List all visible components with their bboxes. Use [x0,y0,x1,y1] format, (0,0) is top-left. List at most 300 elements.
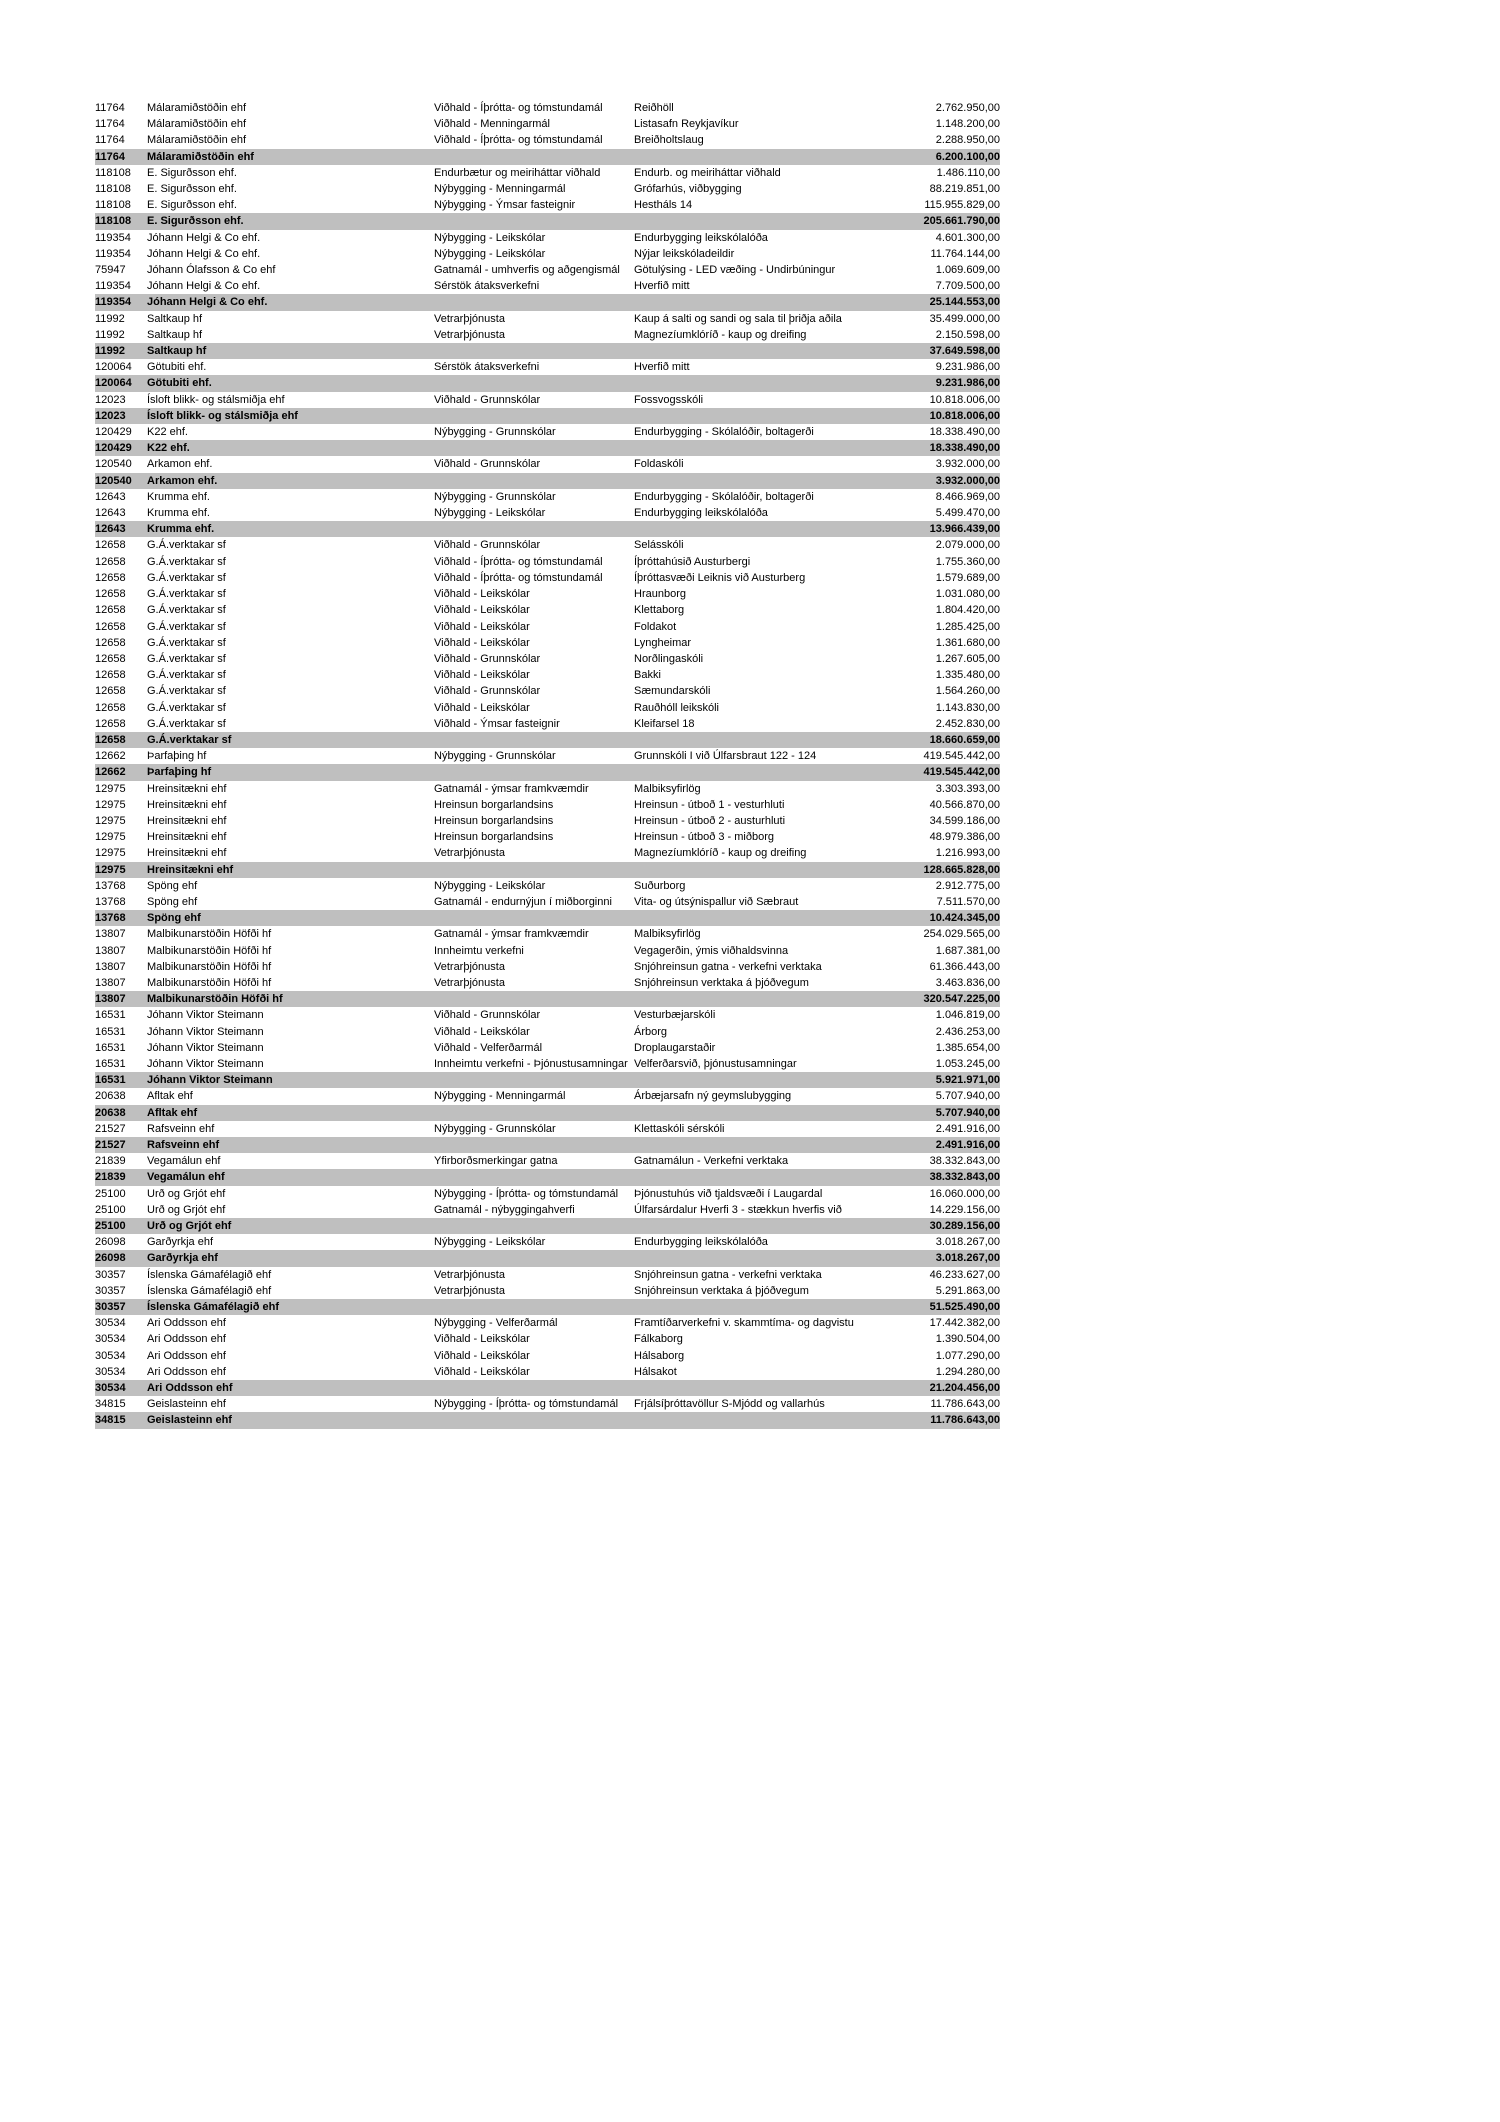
cell-category: Nýbygging - Leikskólar [434,507,546,520]
cell-category: Vetrarþjónusta [434,312,505,325]
cell-amount: 10.818.006,00 [929,393,1000,406]
cell-category [434,1105,634,1121]
cell-id: 12658 [95,604,126,617]
table-row [95,327,1000,343]
cell-company: Malbikunarstöðin Höfði hf [147,991,434,1007]
cell-company: Ari Oddsson ehf [147,1365,226,1378]
cell-project [634,343,870,359]
cell-id: 30357 [95,1299,147,1315]
cell-category: Vetrarþjónusta [434,328,505,341]
cell-category: Nýbygging - Grunnskólar [434,1122,556,1135]
table-row [95,1331,1000,1347]
summary-row [95,862,1000,878]
cell-category: Viðhald - Leikskólar [434,588,530,601]
cell-company: Götubiti ehf. [147,375,434,391]
cell-id: 21527 [95,1122,126,1135]
cell-category: Viðhald - Leikskólar [434,620,530,633]
cell-category: Nýbygging - Grunnskólar [434,490,556,503]
cell-id: 13768 [95,895,126,908]
cell-company: Jóhann Viktor Steimann [147,1009,264,1022]
table-row [95,716,1000,732]
cell-amount: 8.466.969,00 [935,490,1000,503]
cell-id: 118108 [95,213,147,229]
cell-project: Snjóhreinsun gatna - verkefni verktaka [634,960,822,973]
cell-category [434,862,634,878]
table-row [95,586,1000,602]
cell-category: Viðhald - Ýmsar fasteignir [434,717,560,730]
table-row [95,1267,1000,1283]
cell-amount: 34.599.186,00 [929,814,1000,827]
cell-id: 119354 [95,231,131,244]
cell-id: 12658 [95,669,126,682]
cell-category [434,991,634,1007]
cell-id: 12643 [95,507,126,520]
cell-project: Íþróttasvæði Leiknis við Austurberg [634,571,806,584]
cell-id: 21839 [95,1169,147,1185]
cell-id: 20638 [95,1090,126,1103]
table-row [95,456,1000,472]
cell-id: 21839 [95,1155,126,1168]
table-row [95,1283,1000,1299]
cell-company: G.Á.verktakar sf [147,701,226,714]
cell-id: 12658 [95,620,126,633]
cell-category: Viðhald - Leikskólar [434,1333,530,1346]
cell-project: Vesturbæjarskóli [634,1009,716,1022]
cell-category [434,1380,634,1396]
cell-project: Hverfið mitt [634,280,690,293]
table-row [95,1040,1000,1056]
cell-company: Urð og Grjót ehf [147,1218,434,1234]
cell-amount: 38.332.843,00 [870,1169,1000,1185]
cell-id: 11992 [95,328,125,341]
cell-category: Viðhald - Grunnskólar [434,458,541,471]
summary-row [95,375,1000,391]
cell-project [634,732,870,748]
cell-amount: 2.452.830,00 [935,717,1000,730]
cell-id: 13807 [95,991,147,1007]
cell-id: 120064 [95,361,132,374]
cell-category: Viðhald - Grunnskólar [434,1009,541,1022]
cell-company: Ari Oddsson ehf [147,1333,226,1346]
cell-amount: 5.291.863,00 [935,1284,1000,1297]
cell-amount: 9.231.986,00 [935,361,1000,374]
cell-company: Krumma ehf. [147,521,434,537]
cell-company: Hreinsitækni ehf [147,798,227,811]
cell-company: Rafsveinn ehf [147,1122,215,1135]
table-row [95,1348,1000,1364]
cell-amount: 1.077.290,00 [935,1349,1000,1362]
cell-category: Nýbygging - Leikskólar [434,231,546,244]
cell-amount: 17.442.382,00 [929,1317,1000,1330]
cell-amount: 2.288.950,00 [935,134,1000,147]
table-row [95,797,1000,813]
summary-row [95,1380,1000,1396]
cell-amount: 5.921.971,00 [870,1072,1000,1088]
cell-category [434,1299,634,1315]
table-row [95,262,1000,278]
cell-id: 16531 [95,1009,126,1022]
cell-id: 120429 [95,426,132,439]
cell-amount: 1.579.689,00 [935,571,1000,584]
cell-category: Hreinsun borgarlandsins [434,831,554,844]
cell-company: Jóhann Viktor Steimann [147,1041,264,1054]
cell-amount: 18.338.490,00 [870,440,1000,456]
cell-company: Hreinsitækni ehf [147,847,227,860]
cell-project: Snjóhreinsun verktaka á þjóðvegum [634,976,809,989]
cell-amount: 6.200.100,00 [870,149,1000,165]
cell-category [434,149,634,165]
cell-project: Snjóhreinsun gatna - verkefni verktaka [634,1268,822,1281]
cell-amount: 320.547.225,00 [870,991,1000,1007]
table-row [95,1007,1000,1023]
cell-company: G.Á.verktakar sf [147,555,226,568]
cell-category: Viðhald - Íþrótta- og tómstundamál [434,571,603,584]
cell-project: Hreinsun - útboð 3 - miðborg [634,831,775,844]
cell-project [634,473,870,489]
cell-category: Viðhald - Íþrótta- og tómstundamál [434,134,603,147]
cell-project [634,1299,870,1315]
cell-category: Nýbygging - Íþrótta- og tómstundamál [434,1398,619,1411]
cell-id: 26098 [95,1236,126,1249]
summary-row [95,732,1000,748]
table-row [95,619,1000,635]
cell-project: Selásskóli [634,539,684,552]
cell-company: Vegamálun ehf [147,1155,221,1168]
cell-project: Listasafn Reykjavíkur [634,118,739,131]
cell-project: Árborg [634,1025,668,1038]
cell-company: Urð og Grjót ehf [147,1187,226,1200]
cell-category: Innheimtu verkefni [434,944,524,957]
cell-amount: 2.436.253,00 [935,1025,1000,1038]
summary-row [95,408,1000,424]
cell-category [434,1072,634,1088]
cell-amount: 3.018.267,00 [935,1236,1000,1249]
cell-project: Klettaskóli sérskóli [634,1122,725,1135]
cell-company: Rafsveinn ehf [147,1137,434,1153]
cell-category: Viðhald - Leikskólar [434,636,530,649]
cell-id: 118108 [95,166,131,179]
table-row [95,100,1000,116]
table-row [95,748,1000,764]
cell-category: Viðhald - Grunnskólar [434,393,541,406]
cell-company: Krumma ehf. [147,490,210,503]
cell-amount: 3.303.393,00 [935,782,1000,795]
cell-company: Hreinsitækni ehf [147,862,434,878]
cell-project: Breiðholtslaug [634,134,704,147]
cell-id: 25100 [95,1218,147,1234]
summary-row [95,521,1000,537]
cell-id: 12643 [95,521,147,537]
cell-company: Afltak ehf [147,1090,193,1103]
cell-company: Afltak ehf [147,1105,434,1121]
cell-company: E. Sigurðsson ehf. [147,199,237,212]
cell-id: 30534 [95,1380,147,1396]
cell-company: Málaramiðstöðin ehf [147,134,247,147]
cell-amount: 5.707.940,00 [935,1090,1000,1103]
cell-project: Malbiksyfirlög [634,928,701,941]
cell-id: 34815 [95,1412,147,1428]
cell-id: 12975 [95,782,126,795]
cell-project: Malbiksyfirlög [634,782,701,795]
cell-amount: 88.219.851,00 [929,183,1000,196]
cell-category [434,408,634,424]
cell-amount: 38.332.843,00 [929,1155,1000,1168]
cell-category [434,910,634,926]
cell-company: Saltkaup hf [147,343,434,359]
cell-category [434,1412,634,1428]
cell-category: Nýbygging - Íþrótta- og tómstundamál [434,1187,619,1200]
cell-amount: 128.665.828,00 [870,862,1000,878]
summary-row [95,991,1000,1007]
cell-category: Gatnamál - endurnýjun í miðborginni [434,895,612,908]
cell-category: Nýbygging - Menningarmál [434,1090,566,1103]
cell-category: Viðhald - Leikskólar [434,1025,530,1038]
cell-category: Sérstök átaksverkefni [434,361,540,374]
cell-category [434,732,634,748]
table-row [95,878,1000,894]
cell-project: Bakki [634,669,661,682]
cell-project [634,521,870,537]
cell-id: 12023 [95,393,126,406]
table-row [95,894,1000,910]
table-row [95,845,1000,861]
cell-id: 12658 [95,636,126,649]
cell-category: Viðhald - Leikskólar [434,604,530,617]
cell-category: Viðhald - Grunnskólar [434,539,541,552]
cell-category: Vetrarþjónusta [434,1268,505,1281]
cell-category: Viðhald - Leikskólar [434,669,530,682]
cell-project: Reiðhöll [634,102,674,114]
payments-table-body [95,100,1000,1429]
cell-project: Norðlingaskóli [634,652,704,665]
cell-amount: 3.932.000,00 [870,473,1000,489]
cell-project: Framtíðarverkefni v. skammtíma- og dagvistu [634,1317,854,1330]
summary-row [95,1250,1000,1266]
cell-project [634,1380,870,1396]
cell-category: Hreinsun borgarlandsins [434,814,554,827]
cell-id: 120540 [95,458,132,471]
table-row [95,1121,1000,1137]
cell-category: Nýbygging - Velferðarmál [434,1317,558,1330]
cell-id: 120540 [95,473,147,489]
cell-id: 118108 [95,199,131,212]
cell-id: 119354 [95,247,131,260]
cell-project: Magnezíumklóríð - kaup og dreifing [634,328,807,341]
cell-id: 25100 [95,1187,126,1200]
cell-project: Hreinsun - útboð 1 - vesturhluti [634,798,785,811]
cell-project: Árbæjarsafn ný geymslubygging [634,1090,792,1103]
cell-project [634,1072,870,1088]
cell-project: Endurb. og meiriháttar viðhald [634,166,781,179]
table-row [95,537,1000,553]
table-row [95,829,1000,845]
table-row [95,959,1000,975]
cell-id: 30534 [95,1365,126,1378]
cell-amount: 18.338.490,00 [929,426,1000,439]
cell-company: Saltkaup hf [147,328,203,341]
cell-id: 11764 [95,149,147,165]
cell-id: 11764 [95,102,125,114]
table-row [95,602,1000,618]
cell-category [434,213,634,229]
cell-category [434,764,634,780]
cell-company: Jóhann Viktor Steimann [147,1057,264,1070]
cell-amount: 4.601.300,00 [935,231,1000,244]
cell-project: Vegagerðin, ýmis viðhaldsvinna [634,944,789,957]
cell-project: Nýjar leikskóladeildir [634,247,735,260]
summary-row [95,213,1000,229]
cell-company: G.Á.verktakar sf [147,669,226,682]
cell-project: Hraunborg [634,588,686,601]
cell-amount: 48.979.386,00 [929,831,1000,844]
cell-category: Viðhald - Grunnskólar [434,652,541,665]
payments-table [95,100,1000,1429]
cell-company: E. Sigurðsson ehf. [147,183,237,196]
table-row [95,1364,1000,1380]
cell-category: Viðhald - Íþrótta- og tómstundamál [434,102,603,114]
cell-id: 12975 [95,814,126,827]
cell-company: Arkamon ehf. [147,458,213,471]
cell-project: Úlfarsárdalur Hverfi 3 - stækkun hverfis við [634,1203,842,1216]
cell-amount: 14.229.156,00 [929,1203,1000,1216]
table-row [95,926,1000,942]
cell-category [434,1169,634,1185]
cell-company: Jóhann Helgi & Co ehf. [147,280,261,293]
cell-project [634,764,870,780]
cell-company: Garðyrkja ehf [147,1236,214,1249]
cell-project: Hálsaborg [634,1349,685,1362]
table-row [95,278,1000,294]
cell-project [634,1250,870,1266]
cell-company: Íslenska Gámafélagið ehf [147,1299,434,1315]
cell-amount: 7.709.500,00 [935,280,1000,293]
cell-project [634,294,870,310]
cell-amount: 115.955.829,00 [924,199,1000,212]
cell-id: 12658 [95,732,147,748]
summary-row [95,764,1000,780]
cell-id: 16531 [95,1025,126,1038]
table-row [95,1088,1000,1104]
cell-amount: 1.804.420,00 [935,604,1000,617]
cell-amount: 419.545.442,00 [870,764,1000,780]
cell-amount: 1.148.200,00 [935,118,1000,131]
cell-amount: 2.150.598,00 [935,328,1000,341]
cell-id: 119354 [95,294,147,310]
cell-category [434,1137,634,1153]
cell-company: Málaramiðstöðin ehf [147,102,247,114]
cell-project [634,440,870,456]
cell-category: Innheimtu verkefni - Þjónustusamningar [434,1057,628,1070]
cell-company: Þarfaþing hf [147,750,207,763]
cell-company: Ari Oddsson ehf [147,1380,434,1396]
cell-amount: 2.762.950,00 [935,102,1000,114]
cell-id: 12658 [95,588,126,601]
cell-project: Fálkaborg [634,1333,683,1346]
cell-id: 11764 [95,118,125,131]
cell-id: 12643 [95,490,126,503]
table-row [95,424,1000,440]
table-row [95,246,1000,262]
cell-company: G.Á.verktakar sf [147,685,226,698]
cell-category: Gatnamál - umhverfis og aðgengismál [434,264,620,277]
summary-row [95,149,1000,165]
cell-id: 34815 [95,1398,126,1411]
cell-company: Garðyrkja ehf [147,1250,434,1266]
cell-amount: 254.029.565,00 [923,928,1000,941]
cell-amount: 3.932.000,00 [935,458,1000,471]
cell-category: Vetrarþjónusta [434,976,505,989]
table-row [95,230,1000,246]
table-row [95,1056,1000,1072]
cell-id: 21527 [95,1137,147,1153]
cell-category [434,521,634,537]
cell-project [634,1137,870,1153]
cell-id: 16531 [95,1072,147,1088]
table-row [95,1396,1000,1412]
cell-amount: 40.566.870,00 [929,798,1000,811]
cell-company: G.Á.verktakar sf [147,539,226,552]
cell-company: Ari Oddsson ehf [147,1349,226,1362]
table-row [95,1186,1000,1202]
cell-amount: 2.079.000,00 [935,539,1000,552]
cell-id: 12975 [95,862,147,878]
cell-amount: 1.361.680,00 [935,636,1000,649]
cell-category: Nýbygging - Leikskólar [434,1236,546,1249]
cell-company: Malbikunarstöðin Höfði hf [147,976,272,989]
cell-company: Jóhann Helgi & Co ehf. [147,247,261,260]
cell-category: Gatnamál - ýmsar framkvæmdir [434,928,589,941]
cell-company: Málaramiðstöðin ehf [147,149,434,165]
cell-category: Nýbygging - Grunnskólar [434,426,556,439]
cell-category: Nýbygging - Leikskólar [434,879,546,892]
table-row [95,781,1000,797]
cell-company: K22 ehf. [147,426,188,439]
cell-category: Nýbygging - Menningarmál [434,183,566,196]
cell-id: 16531 [95,1041,126,1054]
cell-amount: 2.912.775,00 [935,879,1000,892]
cell-project [634,910,870,926]
cell-company: G.Á.verktakar sf [147,732,434,748]
cell-project: Endurbygging - Skólalóðir, boltagerði [634,426,814,439]
table-row [95,359,1000,375]
cell-company: G.Á.verktakar sf [147,588,226,601]
cell-category: Nýbygging - Leikskólar [434,247,546,260]
cell-amount: 35.499.000,00 [929,312,1000,325]
cell-project: Rauðhóll leikskóli [634,701,719,714]
cell-category: Gatnamál - ýmsar framkvæmdir [434,782,589,795]
cell-amount: 10.424.345,00 [870,910,1000,926]
cell-category: Gatnamál - nýbyggingahverfi [434,1203,575,1216]
cell-amount: 419.545.442,00 [923,750,1000,763]
cell-project: Hverfið mitt [634,361,690,374]
cell-amount: 5.707.940,00 [870,1105,1000,1121]
cell-amount: 16.060.000,00 [929,1187,1000,1200]
cell-project [634,213,870,229]
cell-amount: 2.491.916,00 [935,1122,1000,1135]
cell-amount: 11.786.643,00 [930,1398,1000,1411]
cell-project: Endurbygging leikskólalóða [634,231,768,244]
cell-company: E. Sigurðsson ehf. [147,166,237,179]
cell-id: 25100 [95,1203,126,1216]
cell-amount: 61.366.443,00 [929,960,1000,973]
cell-id: 11764 [95,134,125,147]
cell-id: 12658 [95,701,126,714]
table-row [95,700,1000,716]
table-row [95,813,1000,829]
cell-project: Götulýsing - LED væðing - Undirbúningur [634,264,836,277]
payments-report [95,100,1000,1429]
cell-project: Suðurborg [634,879,686,892]
